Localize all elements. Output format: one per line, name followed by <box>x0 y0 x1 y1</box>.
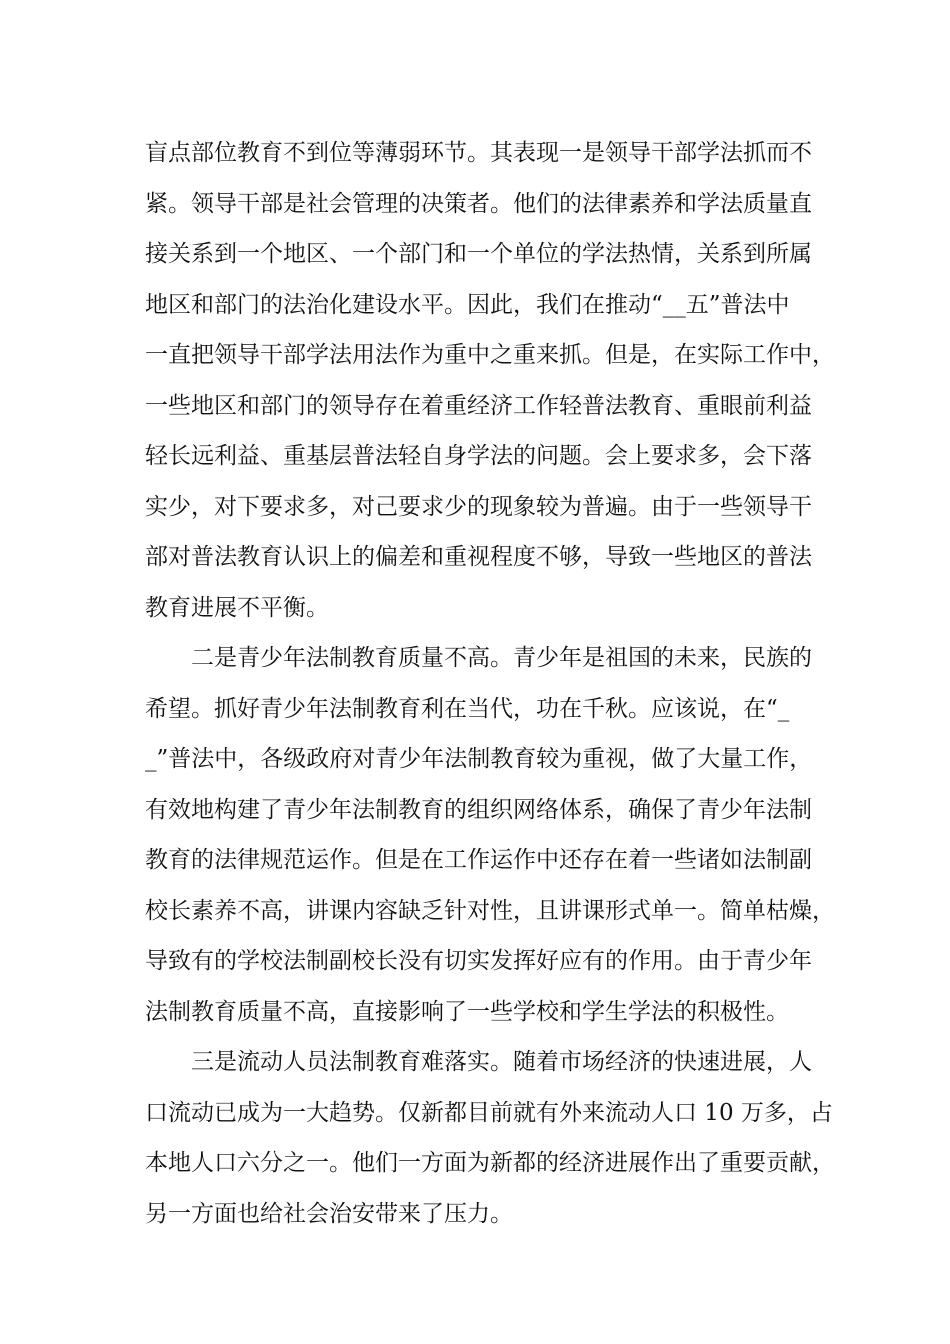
text-line: 一些地区和部门的领导存在着重经济工作轻普法教育、重眼前利益 <box>145 392 812 419</box>
paragraph-first-line: 二是青少年法制教育质量不高。青少年是祖国的未来，民族的 <box>191 645 812 671</box>
text-line: 盲点部位教育不到位等薄弱环节。其表现一是领导干部学法抓而不 <box>145 140 812 166</box>
text-line: 教育的法律规范运作。但是在工作运作中还存在着一些诸如法制副 <box>145 847 812 873</box>
text-line: 部对普法教育认识上的偏差和重视程度不够，导致一些地区的普法 <box>145 544 812 570</box>
text-line: 本地人口六分之一。他们一方面为新都的经济进展作出了重要贡献， <box>145 1150 835 1176</box>
body-text <box>145 128 845 1239</box>
text-line: 法制教育质量不高，直接影响了一些学校和学生学法的积极性。 <box>145 998 789 1025</box>
paragraph-first-line: 三是流动人员法制教育难落实。随着市场经济的快速进展，人 <box>191 1049 812 1075</box>
text-line: 教育进展不平衡。 <box>145 594 329 621</box>
text-line: 轻长远利益、重基层普法轻自身学法的问题。会上要求多，会下落 <box>145 443 812 469</box>
text-line: 希望。抓好青少年法制教育利在当代，功在千秋。应该说，在“_ <box>145 695 790 722</box>
text-line: 导致有的学校法制副校长没有切实发挥好应有的作用。由于青少年 <box>145 948 812 974</box>
text-line: 另一方面也给社会治安带来了压力。 <box>145 1200 513 1227</box>
text-line: 地区和部门的法治化建设水平。因此，我们在推动“__五”普法中 <box>145 291 790 318</box>
text-line: 有效地构建了青少年法制教育的组织网络体系，确保了青少年法制 <box>145 796 812 823</box>
text-line: 口流动已成为一大趋势。仅新都目前就有外来流动人口 10 万多，占 <box>145 1099 833 1126</box>
text-line: 接关系到一个地区、一个部门和一个单位的学法热情，关系到所属 <box>145 241 812 267</box>
text-line: _”普法中，各级政府对青少年法制教育较为重视，做了大量工作， <box>145 746 813 772</box>
text-line: 校长素养不高，讲课内容缺乏针对性，且讲课形式单一。简单枯燥， <box>145 897 835 924</box>
text-line: 紧。领导干部是社会管理的决策者。他们的法律素养和学法质量直 <box>145 190 812 217</box>
text-line: 一直把领导干部学法用法作为重中之重来抓。但是，在实际工作中， <box>145 342 835 368</box>
text-line: 实少，对下要求多，对己要求少的现象较为普遍。由于一些领导干 <box>145 493 812 520</box>
